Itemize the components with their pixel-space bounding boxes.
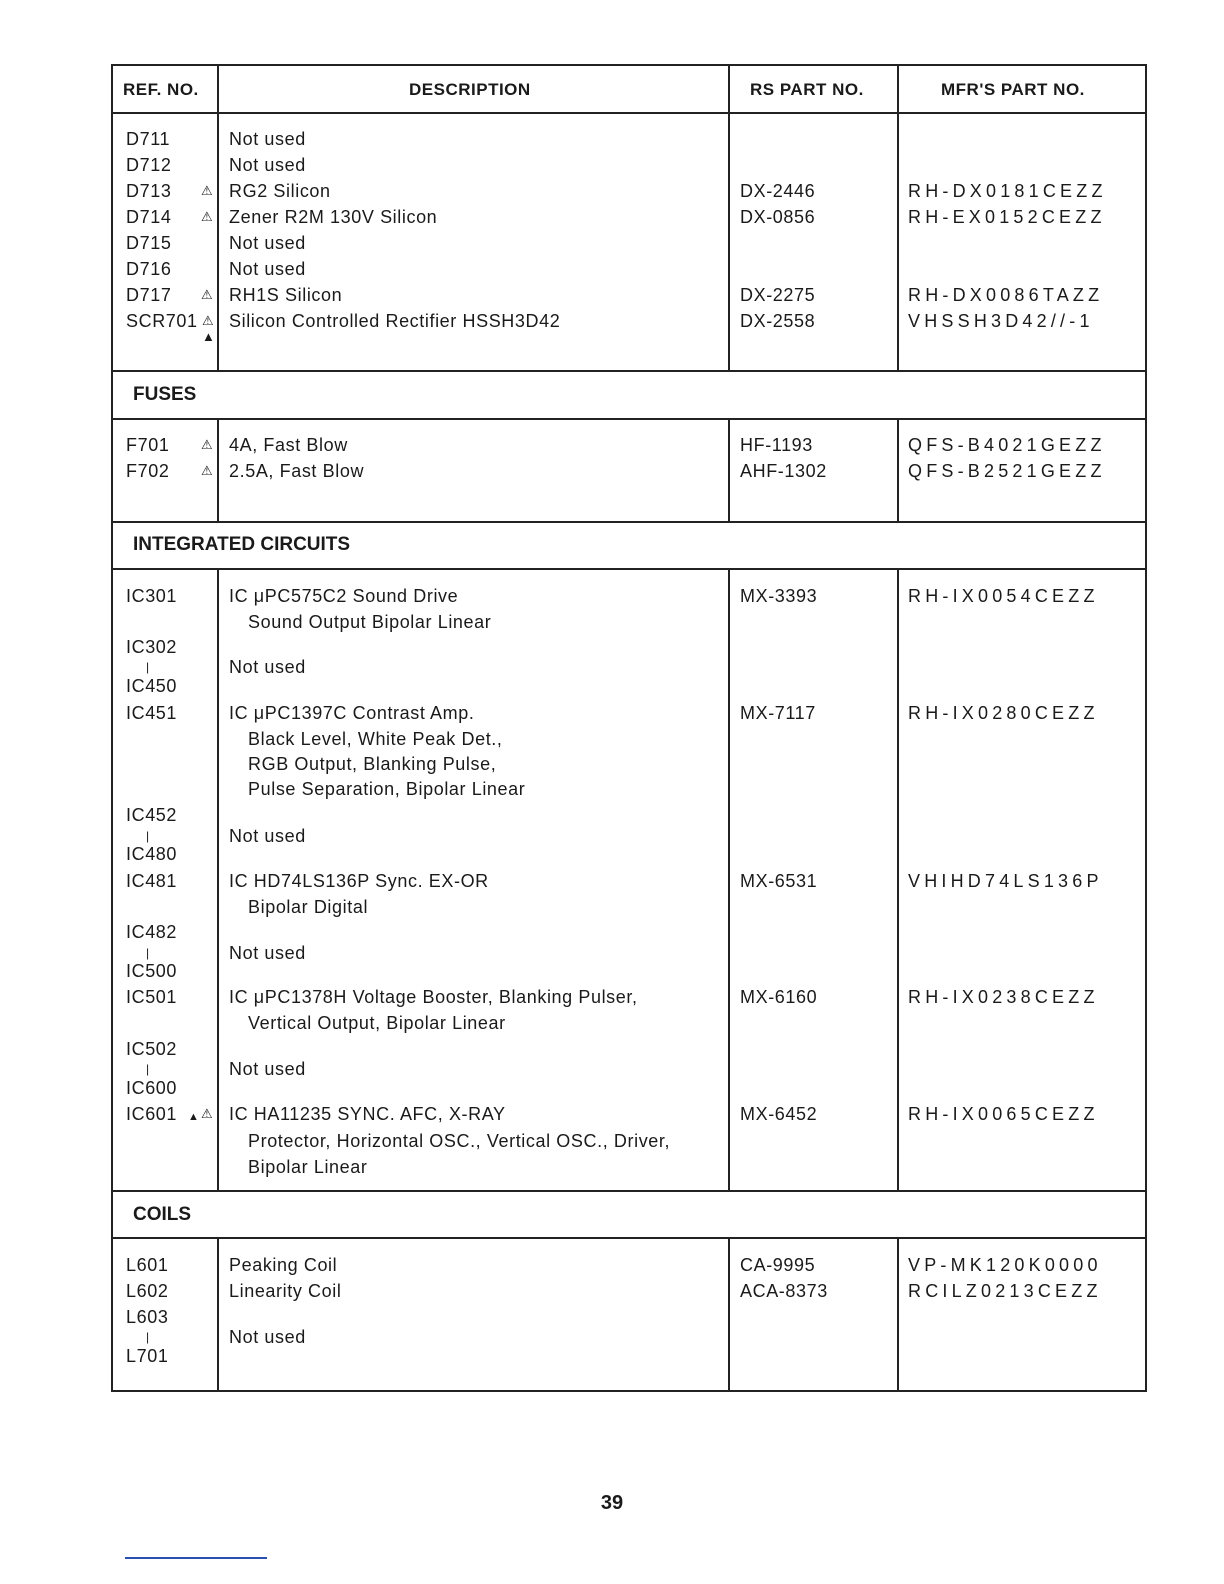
ref-no-to: IC600 <box>126 1078 178 1098</box>
table-row <box>113 310 1145 344</box>
description: Zener R2M 130V Silicon <box>229 207 438 227</box>
table-row <box>113 232 1145 258</box>
table-row <box>113 728 1145 754</box>
rs-part-no: HF-1193 <box>740 435 813 455</box>
description: IC HA11235 SYNC. AFC, X-RAY <box>229 1104 506 1124</box>
table-row <box>113 986 1145 1012</box>
description: Linearity Coil <box>229 1281 342 1301</box>
header-ref-no: REF. NO. <box>123 80 199 99</box>
ref-no: IC301 <box>126 586 178 606</box>
description-line: Bipolar Linear <box>248 1157 368 1177</box>
description-line: Pulse Separation, Bipolar Linear <box>248 779 526 799</box>
parts-list-table <box>111 64 1147 1392</box>
description-line: Protector, Horizontal OSC., Vertical OSC., Driver, <box>248 1131 671 1151</box>
description: Peaking Coil <box>229 1255 338 1275</box>
description: Not used <box>229 259 306 279</box>
safety-filled-warning-icon: ▲ <box>202 329 216 344</box>
rs-part-no: DX-2558 <box>740 311 816 331</box>
safety-warning-icon: ⚠ <box>201 463 214 478</box>
table-row <box>113 1130 1145 1156</box>
ref-no-to: IC450 <box>126 676 178 696</box>
ref-no: D711 <box>126 129 171 149</box>
row-divider <box>113 112 1145 114</box>
safety-warning-icon: ⚠ <box>201 437 214 452</box>
mfr-part-no: RH-IX0054CEZZ <box>908 586 1099 606</box>
table-row <box>113 843 1145 869</box>
mfr-part-no: RH-IX0065CEZZ <box>908 1104 1099 1124</box>
range-bar: | <box>146 660 150 674</box>
mfr-part-no: RH-DX0086TAZZ <box>908 285 1104 305</box>
ref-no-from: IC482 <box>126 922 178 942</box>
range-bar: | <box>146 1330 150 1344</box>
table-row <box>113 1280 1145 1306</box>
range-bar: | <box>146 946 150 960</box>
table-row <box>113 1156 1145 1182</box>
table-row <box>113 778 1145 804</box>
table-row <box>113 284 1145 310</box>
description-line: Vertical Output, Bipolar Linear <box>248 1013 506 1033</box>
table-row <box>113 180 1145 206</box>
table-row <box>113 434 1145 460</box>
ref-no: IC481 <box>126 871 178 891</box>
table-row <box>113 1077 1145 1103</box>
ref-no: IC451 <box>126 703 178 723</box>
ref-no: D714 <box>126 207 172 227</box>
table-row <box>113 128 1145 154</box>
table-row <box>113 258 1145 284</box>
table-row <box>113 1012 1145 1038</box>
description: Silicon Controlled Rectifier HSSH3D42 <box>229 311 561 331</box>
mfr-part-no: VHSSH3D42//-1 <box>908 311 1094 331</box>
description: Not used <box>229 155 306 175</box>
page-number: 39 <box>600 1492 624 1514</box>
safety-warning-icon: ⚠ <box>201 209 214 224</box>
description: Not used <box>229 826 306 846</box>
header-rs-part-no: RS PART NO. <box>750 80 864 99</box>
rs-part-no: AHF-1302 <box>740 461 827 481</box>
rs-part-no: CA-9995 <box>740 1255 816 1275</box>
table-row <box>113 1254 1145 1280</box>
table-row <box>113 206 1145 232</box>
table-row <box>113 675 1145 701</box>
table-row <box>113 611 1145 637</box>
description: IC μPC1397C Contrast Amp. <box>229 703 475 723</box>
row-divider <box>113 1190 1145 1192</box>
description: IC μPC1378H Voltage Booster, Blanking Pulser, <box>229 987 638 1007</box>
table-row <box>113 753 1145 779</box>
description-line: Black Level, White Peak Det., <box>248 729 503 749</box>
ref-no-to: IC500 <box>126 961 178 981</box>
ref-no: D715 <box>126 233 172 253</box>
rs-part-no: ACA-8373 <box>740 1281 828 1301</box>
safety-warning-icon: ⚠ <box>201 287 214 302</box>
table-row <box>113 1103 1145 1129</box>
safety-warning-icon: ⚠ <box>202 313 215 328</box>
rs-part-no: DX-2446 <box>740 181 816 201</box>
safety-filled-warning-icon: ▲ <box>188 1111 200 1123</box>
table-row <box>113 154 1145 180</box>
table-row <box>113 702 1145 728</box>
description-line: Bipolar Digital <box>248 897 369 917</box>
ref-no: IC601 <box>126 1104 178 1124</box>
ref-no: L602 <box>126 1281 169 1301</box>
ref-no-from: L603 <box>126 1307 169 1327</box>
safety-warning-icon: ⚠ <box>201 1106 214 1121</box>
ref-no-from: IC452 <box>126 805 178 825</box>
description: RG2 Silicon <box>229 181 331 201</box>
description: RH1S Silicon <box>229 285 343 305</box>
rs-part-no: DX-0856 <box>740 207 816 227</box>
description: IC μPC575C2 Sound Drive <box>229 586 459 606</box>
mfr-part-no: QFS-B4021GEZZ <box>908 435 1106 455</box>
rs-part-no: MX-6452 <box>740 1104 818 1124</box>
row-divider <box>113 1237 1145 1239</box>
rs-part-no: MX-3393 <box>740 586 818 606</box>
mfr-part-no: RH-DX0181CEZZ <box>908 181 1107 201</box>
description: Not used <box>229 1327 306 1347</box>
rs-part-no: MX-6531 <box>740 871 818 891</box>
table-row <box>113 960 1145 986</box>
ref-no: D717 <box>126 285 172 305</box>
table-row <box>113 896 1145 922</box>
description: Not used <box>229 233 306 253</box>
ref-no: D712 <box>126 155 172 175</box>
footer-rule <box>125 1557 267 1559</box>
section-title-integrated-circuits: INTEGRATED CIRCUITS <box>133 534 351 555</box>
ref-no: L601 <box>126 1255 169 1275</box>
mfr-part-no: QFS-B2521GEZZ <box>908 461 1106 481</box>
ref-no-to: IC480 <box>126 844 178 864</box>
table-row <box>113 585 1145 611</box>
section-title-fuses: FUSES <box>133 384 197 405</box>
ref-no: F702 <box>126 461 170 481</box>
range-bar: | <box>146 1062 150 1076</box>
ref-no-from: IC502 <box>126 1039 178 1059</box>
ref-no-to: L701 <box>126 1346 169 1366</box>
description: 2.5A, Fast Blow <box>229 461 365 481</box>
section-title-coils: COILS <box>133 1204 192 1225</box>
mfr-part-no: VHIHD74LS136P <box>908 871 1103 891</box>
mfr-part-no: RH-EX0152CEZZ <box>908 207 1106 227</box>
description: IC HD74LS136P Sync. EX-OR <box>229 871 489 891</box>
header-mfr-part-no: MFR'S PART NO. <box>941 80 1085 99</box>
row-divider <box>113 418 1145 420</box>
mfr-part-no: VP-MK120K0000 <box>908 1255 1102 1275</box>
description-line: RGB Output, Blanking Pulse, <box>248 754 497 774</box>
rs-part-no: MX-7117 <box>740 703 816 723</box>
description: Not used <box>229 943 306 963</box>
description: Not used <box>229 129 306 149</box>
description: 4A, Fast Blow <box>229 435 348 455</box>
rs-part-no: MX-6160 <box>740 987 818 1007</box>
table-row <box>113 460 1145 486</box>
range-bar: | <box>146 829 150 843</box>
ref-no: F701 <box>126 435 170 455</box>
ref-no: IC501 <box>126 987 178 1007</box>
ref-no: D716 <box>126 259 172 279</box>
row-divider <box>113 521 1145 523</box>
mfr-part-no: RH-IX0280CEZZ <box>908 703 1099 723</box>
table-row <box>113 1345 1145 1371</box>
table-row <box>113 870 1145 896</box>
description-line: Sound Output Bipolar Linear <box>248 612 492 632</box>
mfr-part-no: RCILZ0213CEZZ <box>908 1281 1102 1301</box>
description: Not used <box>229 657 306 677</box>
header-description: DESCRIPTION <box>409 80 531 99</box>
row-divider <box>113 370 1145 372</box>
mfr-part-no: RH-IX0238CEZZ <box>908 987 1099 1007</box>
ref-no: SCR701 <box>126 311 198 331</box>
row-divider <box>113 568 1145 570</box>
description: Not used <box>229 1059 306 1079</box>
rs-part-no: DX-2275 <box>740 285 816 305</box>
ref-no: D713 <box>126 181 172 201</box>
ref-no-from: IC302 <box>126 637 178 657</box>
safety-warning-icon: ⚠ <box>201 183 214 198</box>
